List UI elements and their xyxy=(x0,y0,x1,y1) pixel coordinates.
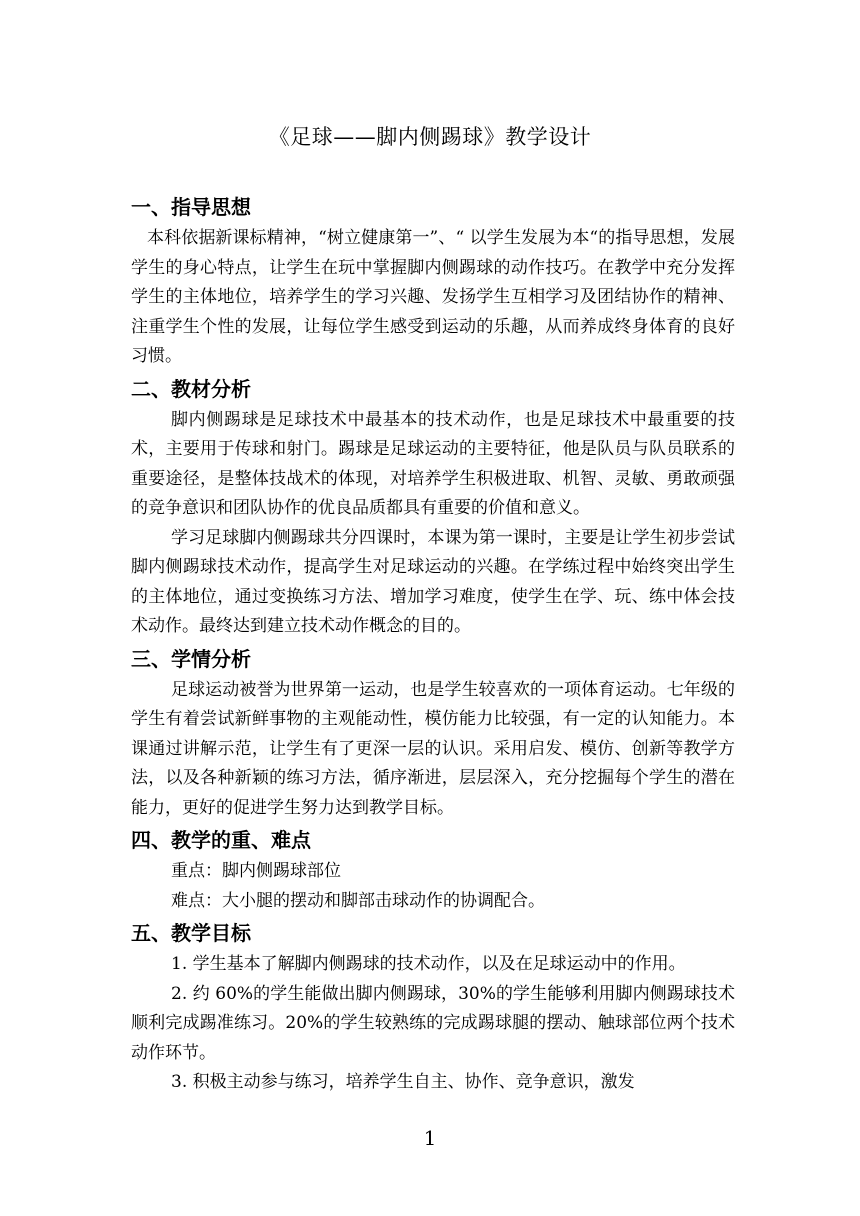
objective-item: 3. 积极主动参与练习，培养学生自主、协作、竞争意识，激发 xyxy=(171,1072,635,1092)
paragraph: 本科依据新课标精神，“树立健康第一”、“ 以学生发展为本“的指导思想，发展学生的身心特点，让学生在玩中掌握脚内侧踢球的动作技巧。在教学中充分发挥学生的主体地位，培养学生的学习兴趣、发扬学生互相学习及团结协作的精神、注重学生个性的发展，让每位学生感受到运动的乐趣，从而养成终身体育的良好习惯。 xyxy=(131,228,735,366)
document-title: 《足球——脚内侧踢球》教学设计 xyxy=(268,125,592,149)
section-guiding-ideology xyxy=(131,190,735,372)
paragraph: 学习足球脚内侧踢球共分四课时，本课为第一课时，主要是让学生初步尝试脚内侧踢球技术动作，提高学生对足球运动的兴趣。在学练过程中始终突出学生的主体地位，通过变换练习方法、增加学习难度，使学生在学、玩、练中体会技术动作。最终达到建立技术动作概念的目的。 xyxy=(131,527,735,636)
document-body xyxy=(131,190,735,1098)
paragraph: 脚内侧踢球是足球技术中最基本的技术动作，也是足球技术中最重要的技术，主要用于传球和射门。踢球是足球运动的主要特征，他是队员与队员联系的重要途径，是整体技战术的体现，对培养学生积极进取、机智、灵敏、勇敢顽强的竞争意识和团队协作的优良品质都具有重要的价值和意义。 xyxy=(131,409,735,518)
objective-item: 2. 约 60%的学生能做出脚内侧踢球，30%的学生能够利用脚内侧踢球技术顺利完成踢准练习。20%的学生较熟练的完成踢球腿的摆动、触球部位两个技术动作环节。 xyxy=(131,983,735,1063)
section-student-analysis xyxy=(131,642,735,824)
paragraph: 足球运动被誉为世界第一运动，也是学生较喜欢的一项体育运动。七年级的学生有着尝试新鲜事物的主观能动性，模仿能力比较强，有一定的认知能力。本课通过讲解示范，让学生有了更深一层的认识。采用启发、模仿、创新等教学方法，以及各种新颖的练习方法，循序渐进，层层深入，充分挖掘每个学生的潜在能力，更好的促进学生努力达到教学目标。 xyxy=(131,679,735,818)
section-heading: 五、教学目标 xyxy=(131,921,251,945)
section-key-difficult-points xyxy=(131,823,735,916)
section-heading: 三、学情分析 xyxy=(131,646,251,671)
section-heading: 一、指导思想 xyxy=(131,195,251,219)
section-teaching-objectives xyxy=(131,916,735,1098)
section-heading: 四、教学的重、难点 xyxy=(131,828,311,852)
objective-item: 1. 学生基本了解脚内侧踢球的技术动作，以及在足球运动中的作用。 xyxy=(171,954,686,974)
key-point: 重点：脚内侧踢球部位 xyxy=(171,861,341,881)
section-heading: 二、教材分析 xyxy=(131,376,251,401)
difficult-point: 难点：大小腿的摆动和脚部击球动作的协调配合。 xyxy=(171,890,545,911)
page-number: 1 xyxy=(423,1126,437,1150)
section-material-analysis xyxy=(131,372,735,642)
